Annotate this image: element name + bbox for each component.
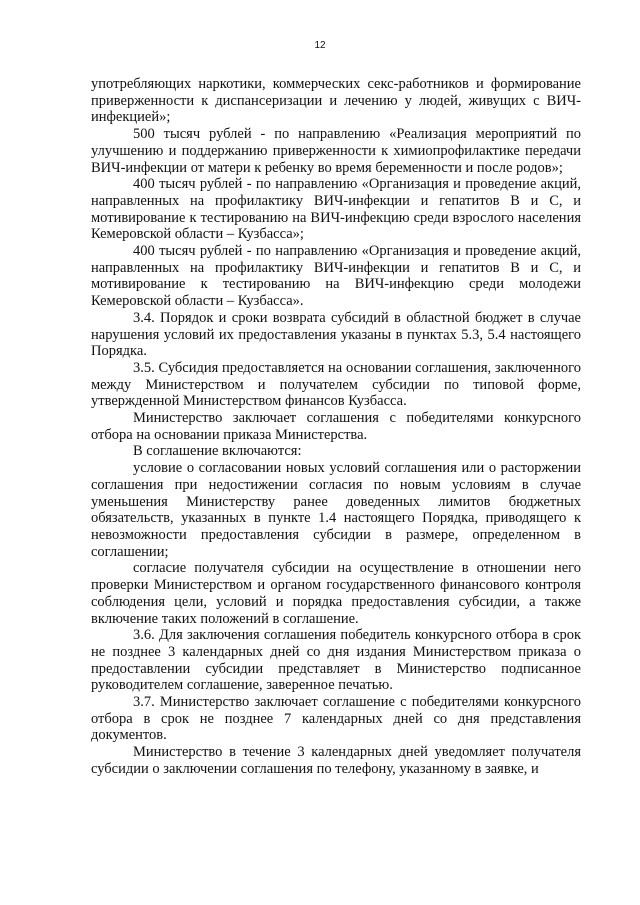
paragraph: 400 тысяч рублей - по направлению «Организация и проведение акций, направленных на профилактику ВИЧ-инфекции и гепатитов В и С, и мотивирование к тестированию на ВИЧ-инфекцию среди молодежи Кемеровской области – Кузбасса». [91, 243, 581, 310]
paragraph: согласие получателя субсидии на осуществление в отношении него проверки Министерством и органом государственного финансового контроля соблюдения цели, условий и порядка предоставления субсидии, а также включение таких положений в соглашение. [91, 560, 581, 627]
document-body [91, 76, 581, 778]
paragraph: В соглашение включаются: [133, 443, 302, 460]
paragraph: 500 тысяч рублей - по направлению «Реализация мероприятий по улучшению и поддержанию приверженности к химиопрофилактике передачи ВИЧ-инфекции от матери к ребенку во время беременности и после родов»; [91, 126, 581, 176]
paragraph: 3.4. Порядок и сроки возврата субсидий в областной бюджет в случае нарушения условий их предоставления указаны в пунктах 5.3, 5.4 настоящего Порядка. [91, 309, 581, 360]
paragraph: условие о согласовании новых условий соглашения или о расторжении соглашения при недостижении согласия по новым условиям в случае уменьшения Министерству ранее доведенных лимитов бюджетных обязательств, указанных в пункте 1.4 настоящего Порядка, приводящего к невозможности предоставления субсидии в размере, определенном в соглашении; [91, 460, 581, 560]
paragraph: Министерство в течение 3 календарных дней уведомляет получателя субсидии о заключении соглашения по телефону, указанному в заявке, и [91, 744, 581, 777]
paragraph: 3.7. Министерство заключает соглашение с победителями конкурсного отбора в срок не позднее 7 календарных дней со дня представления документов. [91, 694, 581, 744]
paragraph: 400 тысяч рублей - по направлению «Организация и проведение акций, направленных на профилактику ВИЧ-инфекции и гепатитов В и С, и мотивирование к тестированию на ВИЧ-инфекцию среди взрослого населения Кемеровской области – Кузбасса»; [91, 176, 581, 243]
page-number: 12 [314, 40, 326, 51]
paragraph: Министерство заключает соглашения с победителями конкурсного отбора на основании приказа Министерства. [91, 410, 581, 443]
paragraph: 3.5. Субсидия предоставляется на основании соглашения, заключенного между Министерством и получателем субсидии по типовой форме, утвержденной Министерством финансов Кузбасса. [91, 359, 581, 410]
paragraph: употребляющих наркотики, коммерческих секс-работников и формирование приверженности к диспансеризации и лечению у людей, живущих с ВИЧ-инфекцией»; [91, 76, 581, 126]
paragraph: 3.6. Для заключения соглашения победитель конкурсного отбора в срок не позднее 3 календарных дней со дня издания Министерством приказа о предоставлении субсидии представляет в Министерство подписанное руководителем соглашение, заверенное печатью. [91, 627, 581, 694]
